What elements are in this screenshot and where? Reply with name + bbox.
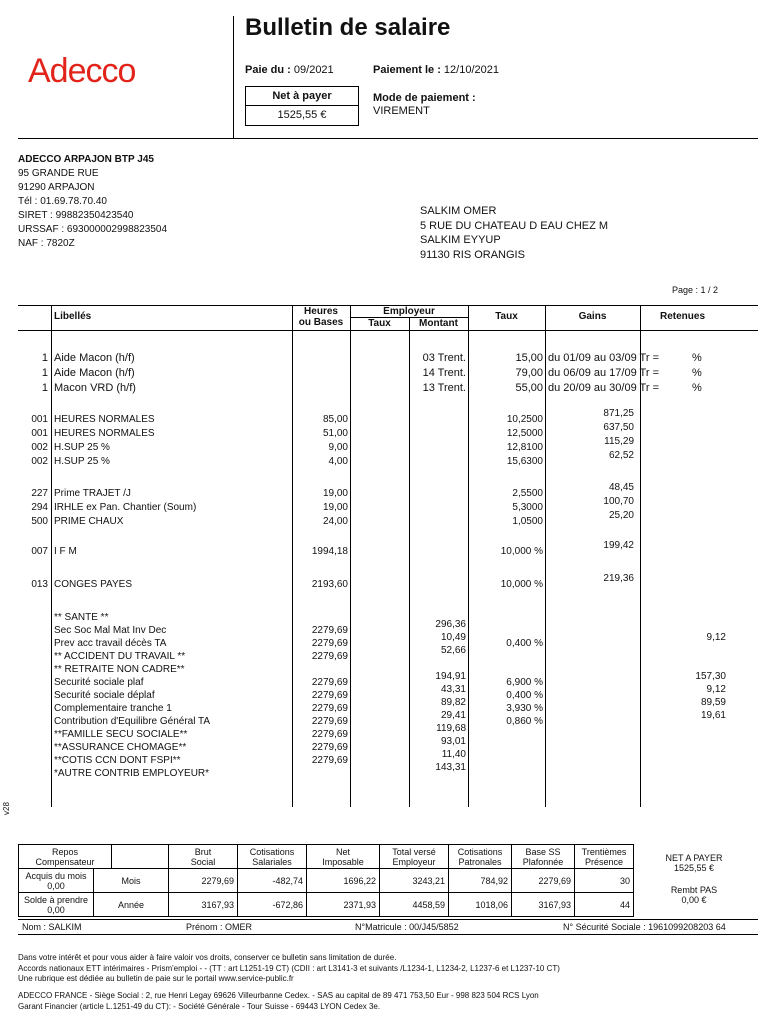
row-montant: 143,31 [435, 762, 466, 773]
mission-trentiemes: 13 Trent. [422, 382, 466, 394]
summary-header: Trentièmes Présence [575, 845, 634, 869]
summary-annee-cell: 44 [575, 893, 634, 917]
row-base: 2279,69 [311, 729, 348, 740]
row-taux: 12,8100 [506, 442, 543, 453]
row-taux: 15,6300 [506, 456, 543, 467]
row-label: ** SANTE ** [54, 612, 109, 623]
col-employeur: Employeur [383, 306, 435, 317]
row-label: Contribution d'Equilibre Général TA [54, 716, 211, 727]
summary-header: Cotisations Salariales [238, 845, 307, 869]
row-taux: 10,2500 [506, 414, 543, 425]
adecco-logo: Adecco [28, 52, 136, 90]
row-taux: 3,930 % [506, 703, 543, 714]
footer-legal-line: Garant Financier (article L.1251-49 du CT): - Société Générale - Tour Suisse - 69443 LYON Cedex 3e. [18, 1001, 381, 1011]
mission-trentiemes: 14 Trent. [422, 367, 466, 379]
mission-period: du 06/09 au 17/09 Tr = [548, 367, 660, 379]
row-code: 500 [31, 516, 48, 527]
employer-address-line: Tél : 01.69.78.70.40 [18, 196, 107, 207]
col-taux-employeur: Taux [368, 318, 391, 329]
employee-matricule: N°Matricule : 00/J45/5852 [355, 922, 459, 932]
summary-annee-cell: 2371,93 [307, 893, 380, 917]
row-base: 19,00 [322, 488, 348, 499]
summary-header: Net Imposable [307, 845, 380, 869]
summary-mois-cell: -482,74 [238, 869, 307, 893]
mission-percent: % [692, 352, 702, 364]
row-taux: 6,900 % [506, 677, 543, 688]
row-montant: 43,31 [440, 684, 466, 695]
row-montant: 119,68 [436, 723, 466, 734]
col-retenues: Retenues [659, 311, 705, 322]
page-title: Bulletin de salaire [245, 14, 451, 41]
row-retenues: 9,12 [706, 684, 726, 695]
row-taux: 2,5500 [512, 488, 543, 499]
row-montant: 93,01 [440, 736, 466, 747]
row-code: 002 [31, 456, 48, 467]
row-base: 2279,69 [311, 716, 348, 727]
employee-address-line: 5 RUE DU CHATEAU D EAU CHEZ M [420, 219, 609, 232]
row-gains: 219,36 [603, 573, 634, 584]
row-base: 2279,69 [311, 638, 348, 649]
summary-annee-cell: 1018,06 [449, 893, 512, 917]
row-montant: 89,82 [440, 697, 466, 708]
row-gains: 48,45 [608, 482, 634, 493]
summary-table: Repos Compensateur Brut Social Cotisations Salariales Net Imposable Total versé Employeur Cotisations Patronales Base SS Plafonnée Trentièmes Présence Acquis du mois 0,00 Mois 2279,69 -482,74 1696,22 3243,21 784,92 2279,69 30 Solde à prendre 0,00 Année 3167,93 -672,86 2371,93 4458,59 1018,06 3167,93 44 [18, 844, 634, 917]
row-retenues: 157,30 [695, 671, 726, 682]
summary-mois-cell: 784,92 [449, 869, 512, 893]
employee-address-line: 91130 RIS ORANGIS [420, 248, 525, 261]
row-label: Securité sociale plaf [54, 677, 144, 688]
row-montant: 296,36 [435, 619, 466, 630]
row-label: I F M [54, 546, 77, 557]
row-montant: 10,49 [440, 632, 466, 643]
row-label: ** ACCIDENT DU TRAVAIL ** [54, 651, 186, 662]
row-taux: 1,0500 [512, 516, 543, 527]
row-base: 24,00 [322, 516, 348, 527]
row-label: Prev acc travail décès TA [54, 638, 167, 649]
row-base: 19,00 [322, 502, 348, 513]
row-label: HEURES NORMALES [54, 428, 155, 439]
employer-address-line: SIRET : 99882350423540 [18, 210, 134, 221]
row-code: 294 [31, 502, 48, 513]
row-gains: 637,50 [603, 422, 634, 433]
footer-note-line: Dans votre intérêt et pour vous aider à faire valoir vos droits, conserver ce bulletin sans limitation de durée. [18, 953, 397, 962]
row-label: HEURES NORMALES [54, 414, 155, 425]
employer-address-line: 95 GRANDE RUE [18, 168, 99, 179]
row-label: **FAMILLE SECU SOCIALE** [54, 729, 188, 740]
paiement-date: Paiement le : 12/10/2021 [373, 64, 499, 76]
row-label: CONGES PAYES [54, 579, 132, 590]
summary-mois-cell: 2279,69 [169, 869, 238, 893]
row-montant: 11,40 [441, 749, 466, 760]
employee-nom: Nom : SALKIM [22, 922, 82, 932]
mode-paiement-value: VIREMENT [373, 105, 430, 117]
row-taux: 10,000 % [500, 546, 543, 557]
row-label: **ASSURANCE CHOMAGE** [54, 742, 187, 753]
row-base: 2279,69 [311, 625, 348, 636]
employer-name: ADECCO ARPAJON BTP J45 [18, 154, 154, 165]
employee-prenom: Prénom : OMER [186, 922, 253, 932]
employer-address-line: URSSAF : 693000002998823504 [18, 224, 168, 235]
row-base: 51,00 [322, 428, 348, 439]
row-base: 2279,69 [311, 742, 348, 753]
employer-address-line: NAF : 7820Z [18, 238, 75, 249]
mission-rate: 55,00 [515, 382, 543, 394]
row-gains: 115,29 [604, 436, 634, 447]
footer-note-line: Une rubrique est dédiée au bulletin de paie sur le portail www.service-public.fr [18, 974, 294, 983]
paie-du: Paie du : 09/2021 [245, 64, 334, 76]
mission-rate: 15,00 [515, 352, 543, 364]
row-code: 013 [31, 579, 48, 590]
summary-header: Brut Social [169, 845, 238, 869]
row-code: 227 [31, 488, 48, 499]
row-taux: 0,400 % [506, 638, 543, 649]
row-label: **COTIS CCN DONT FSPI** [54, 755, 181, 766]
row-label: H.SUP 25 % [54, 456, 110, 467]
mission-label: Aide Macon (h/f) [54, 352, 135, 364]
mission-count: 1 [41, 367, 48, 379]
row-base: 2279,69 [311, 690, 348, 701]
row-gains: 100,70 [603, 496, 634, 507]
page-number: Page : 1 / 2 [672, 285, 719, 295]
row-taux: 5,3000 [512, 502, 543, 513]
col-montant: Montant [419, 318, 458, 329]
row-code: 001 [31, 414, 48, 425]
row-label: H.SUP 25 % [54, 442, 110, 453]
row-base: 85,00 [322, 414, 348, 425]
row-base: 1994,18 [311, 546, 348, 557]
mode-paiement-label: Mode de paiement : [373, 92, 476, 104]
summary-mois-cell: 3243,21 [380, 869, 449, 893]
net-a-payer-box: Net à payer 1525,55 € [245, 86, 359, 126]
row-label: PRIME CHAUX [54, 516, 124, 527]
row-base: 2279,69 [311, 755, 348, 766]
row-gains: 871,25 [603, 408, 634, 419]
summary-header: Cotisations Patronales [449, 845, 512, 869]
summary-mois-cell: 30 [575, 869, 634, 893]
row-label: Securité sociale déplaf [54, 690, 155, 701]
mission-label: Aide Macon (h/f) [54, 367, 135, 379]
row-label: Prime TRAJET /J [54, 488, 131, 499]
row-base: 9,00 [328, 442, 348, 453]
row-taux: 12,5000 [506, 428, 543, 439]
employee-address-line: SALKIM OMER [420, 205, 497, 217]
employer-address-line: 91290 ARPAJON [18, 182, 95, 193]
summary-annee-cell: 4458,59 [380, 893, 449, 917]
row-gains: 62,52 [608, 450, 634, 461]
mission-rate: 79,00 [515, 367, 543, 379]
mission-percent: % [692, 382, 702, 394]
mission-trentiemes: 03 Trent. [422, 352, 466, 364]
row-label: ** RETRAITE NON CADRE** [54, 664, 185, 675]
mission-percent: % [692, 367, 702, 379]
footer-note-line: Accords nationaux ETT intérimaires - Prism'emploi - - (TT : art L1251-19 CT) (CDII : art L3141-3 et suivants /L1234-1, L1234-2, L1237-6 et L1237-10 CT) [18, 963, 560, 973]
summary-annee-cell: -672,86 [238, 893, 307, 917]
employee-address-line: SALKIM EYYUP [420, 234, 501, 246]
row-code: 002 [31, 442, 48, 453]
col-gains: Gains [578, 311, 607, 322]
footer-legal-line: ADECCO FRANCE - Siège Social : 2, rue Henri Legay 69626 Villeurbanne Cedex. - SAS au capital de 89 471 753,50 Eur - 998 823 504 RCS Lyon [18, 991, 539, 1000]
row-label: Complementaire tranche 1 [54, 703, 172, 714]
mission-period: du 01/09 au 03/09 Tr = [548, 352, 660, 364]
row-gains: 25,20 [608, 510, 634, 521]
summary-net-a-payer: NET A PAYER 1525,55 € Rembt PAS 0,00 € [665, 853, 723, 905]
employee-secu: N° Sécurité Sociale : 1961099208203 64 [563, 922, 726, 932]
margin-code: v28 [2, 802, 11, 815]
col-taux: Taux [495, 311, 518, 322]
row-taux: 0,860 % [506, 716, 543, 727]
summary-mois-cell: 2279,69 [512, 869, 575, 893]
mission-count: 1 [41, 352, 48, 364]
row-base: 2193,60 [311, 579, 348, 590]
mission-count: 1 [41, 382, 48, 394]
row-base: 2279,69 [311, 703, 348, 714]
summary-header: Total versé Employeur [380, 845, 449, 869]
row-code: 007 [31, 546, 48, 557]
row-code: 001 [31, 428, 48, 439]
row-gains: 199,42 [603, 540, 634, 551]
row-taux: 10,000 % [500, 579, 543, 590]
summary-mois-cell: 1696,22 [307, 869, 380, 893]
row-montant: 194,91 [435, 671, 466, 682]
mission-label: Macon VRD (h/f) [54, 382, 136, 394]
col-heures: Heures ou Bases [298, 306, 344, 328]
col-libelles: Libellés [54, 311, 92, 322]
row-taux: 0,400 % [506, 690, 543, 701]
row-retenues: 9,12 [706, 632, 726, 643]
row-base: 2279,69 [311, 651, 348, 662]
row-label: *AUTRE CONTRIB EMPLOYEUR* [54, 768, 210, 779]
row-base: 2279,69 [311, 677, 348, 688]
mission-period: du 20/09 au 30/09 Tr = [548, 382, 660, 394]
row-montant: 52,66 [440, 645, 466, 656]
row-label: IRHLE ex Pan. Chantier (Soum) [54, 502, 197, 513]
row-label: Sec Soc Mal Mat Inv Dec [54, 625, 167, 636]
summary-header: Base SS Plafonnée [512, 845, 575, 869]
summary-annee-cell: 3167,93 [169, 893, 238, 917]
row-montant: 29,41 [440, 710, 466, 721]
summary-annee-cell: 3167,93 [512, 893, 575, 917]
row-retenues: 89,59 [700, 697, 726, 708]
row-retenues: 19,61 [700, 710, 726, 721]
row-base: 4,00 [328, 456, 348, 467]
